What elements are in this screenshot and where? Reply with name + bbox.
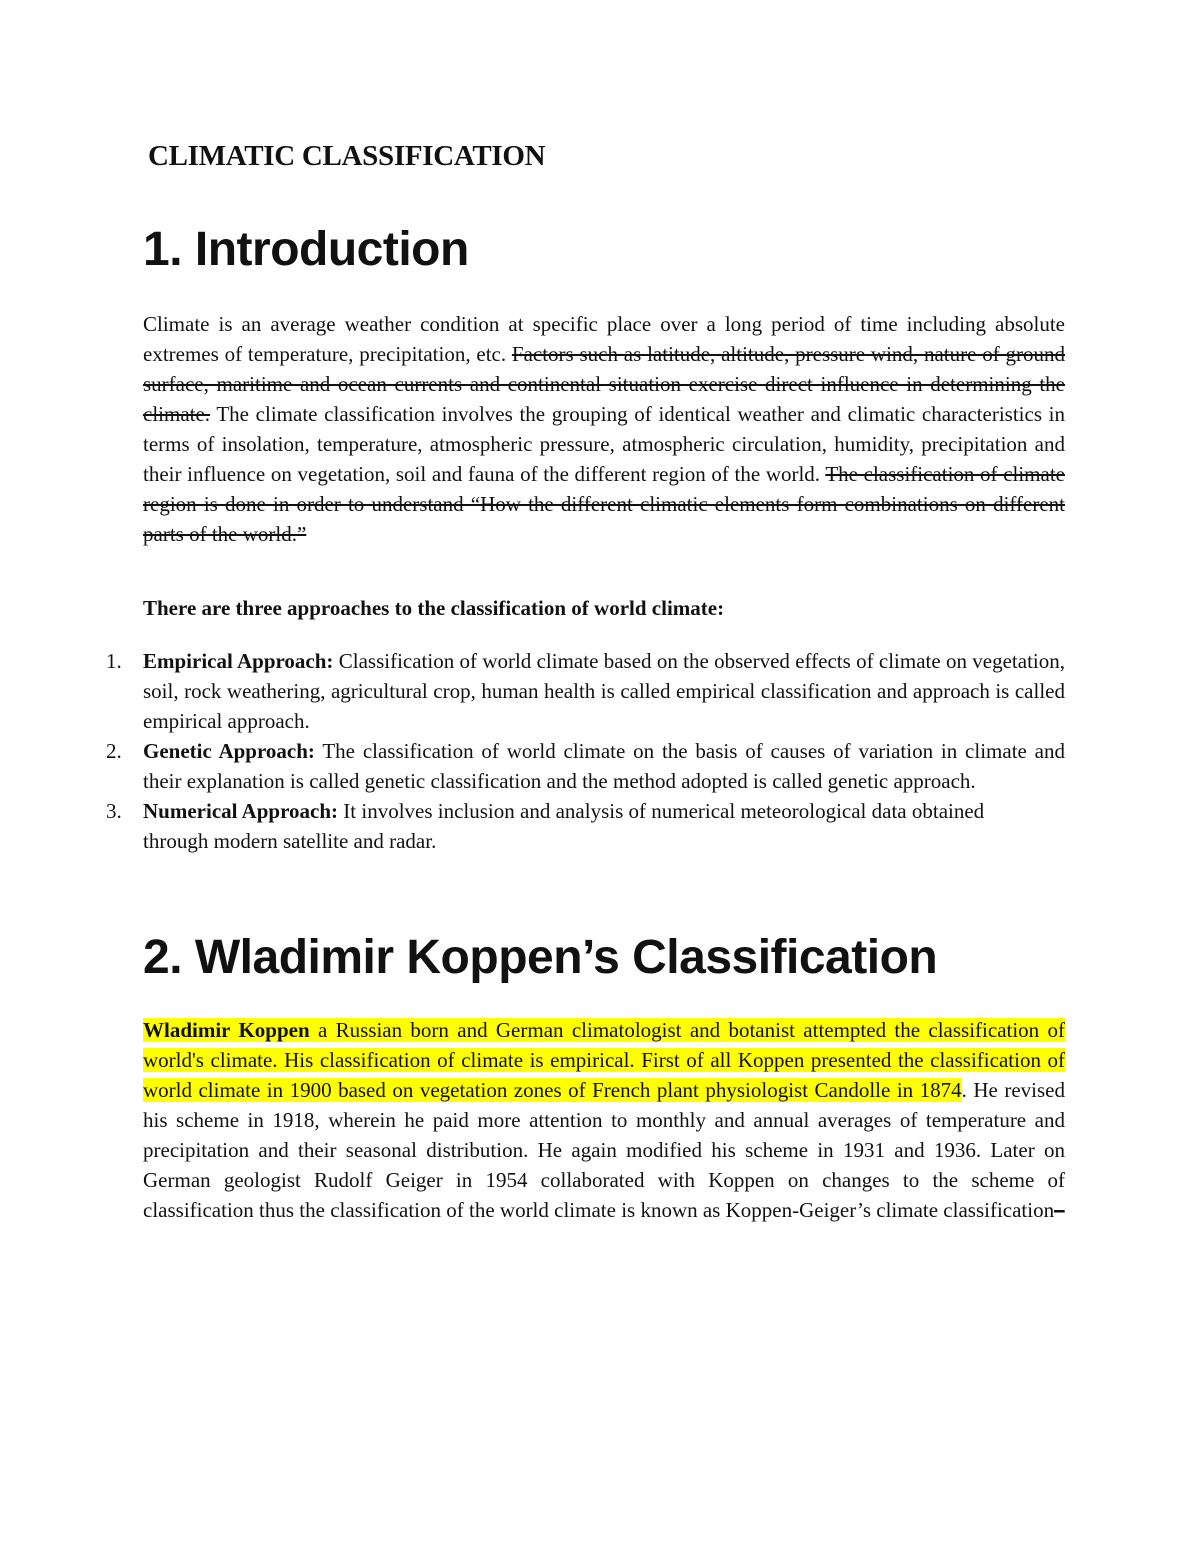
list-number: 3.: [106, 799, 122, 823]
section-heading-koppen: 2. Wladimir Koppen’s Classification: [143, 931, 938, 984]
list-item-empirical: [106, 646, 1065, 736]
approach-name: Genetic Approach:: [143, 739, 315, 763]
approach-description: It involves inclusion and analysis of numerical meteorological data obtained through modern satellite and radar.: [143, 799, 985, 853]
koppen-paragraph: [143, 1015, 1065, 1225]
intro-text: Climate is an average weather condition at specific place over a long period of time including absolute extremes of temperature, precipitation, etc.: [143, 312, 1065, 366]
introduction-paragraph: [143, 309, 1065, 549]
struck-text: –: [1054, 1198, 1065, 1222]
struck-text: Factors such as latitude, altitude, pressure wind, nature of ground surface, maritime and ocean currents and continental situation exercise direct influence in determining the climate.: [143, 342, 1065, 426]
approaches-subheading: There are three approaches to the classification of world climate:: [143, 596, 725, 620]
section-heading-introduction: 1. Introduction: [143, 223, 469, 276]
approach-name: Empirical Approach:: [143, 649, 334, 673]
approach-description: Classification of world climate based on the observed effects of climate on vegetation, soil, rock weathering, agricultural crop, human health is called empirical classification and approach is called empirical approach.: [143, 649, 1065, 733]
approach-name: Numerical Approach:: [143, 799, 339, 823]
intro-text: The climate classification involves the grouping of identical weather and climatic characteristics in terms of insolation, temperature, atmospheric pressure, atmospheric circulation, humidity, precipitation and their influence on vegetation, soil and fauna of the different region of the world.: [143, 402, 1065, 486]
list-item-genetic: [106, 736, 1065, 796]
document-title: CLIMATIC CLASSIFICATION: [148, 140, 546, 172]
approaches-list: [106, 646, 1065, 856]
struck-text: The classification of climate region is done in order to understand “How the different climatic elements form combinations on different parts of the world.”: [143, 462, 1065, 546]
list-item-numerical: [106, 796, 1013, 856]
approach-description: The classification of world climate on the basis of causes of variation in climate and their explanation is called genetic classification and the method adopted is called genetic approach.: [143, 739, 1065, 793]
highlighted-text: a Russian born and German climatologist and botanist attempted the classification of world's climate. His classification of climate is empirical. First of all Koppen presented the classification of world climate in 1900 based on vegetation zones of French plant physiologist Candolle in 1874: [143, 1018, 1065, 1102]
list-number: 1.: [106, 649, 122, 673]
list-number: 2.: [106, 739, 122, 763]
koppen-text: . He revised his scheme in 1918, wherein he paid more attention to monthly and annual averages of temperature and precipitation and their seasonal distribution. He again modified his scheme in 1931 and 1936. Later on German geologist Rudolf Geiger in 1954 collaborated with Koppen on changes to the scheme of classification thus the classification of the world climate is known as Koppen-Geiger’s climate classification: [143, 1078, 1065, 1222]
highlighted-name: Wladimir Koppen: [143, 1018, 310, 1042]
